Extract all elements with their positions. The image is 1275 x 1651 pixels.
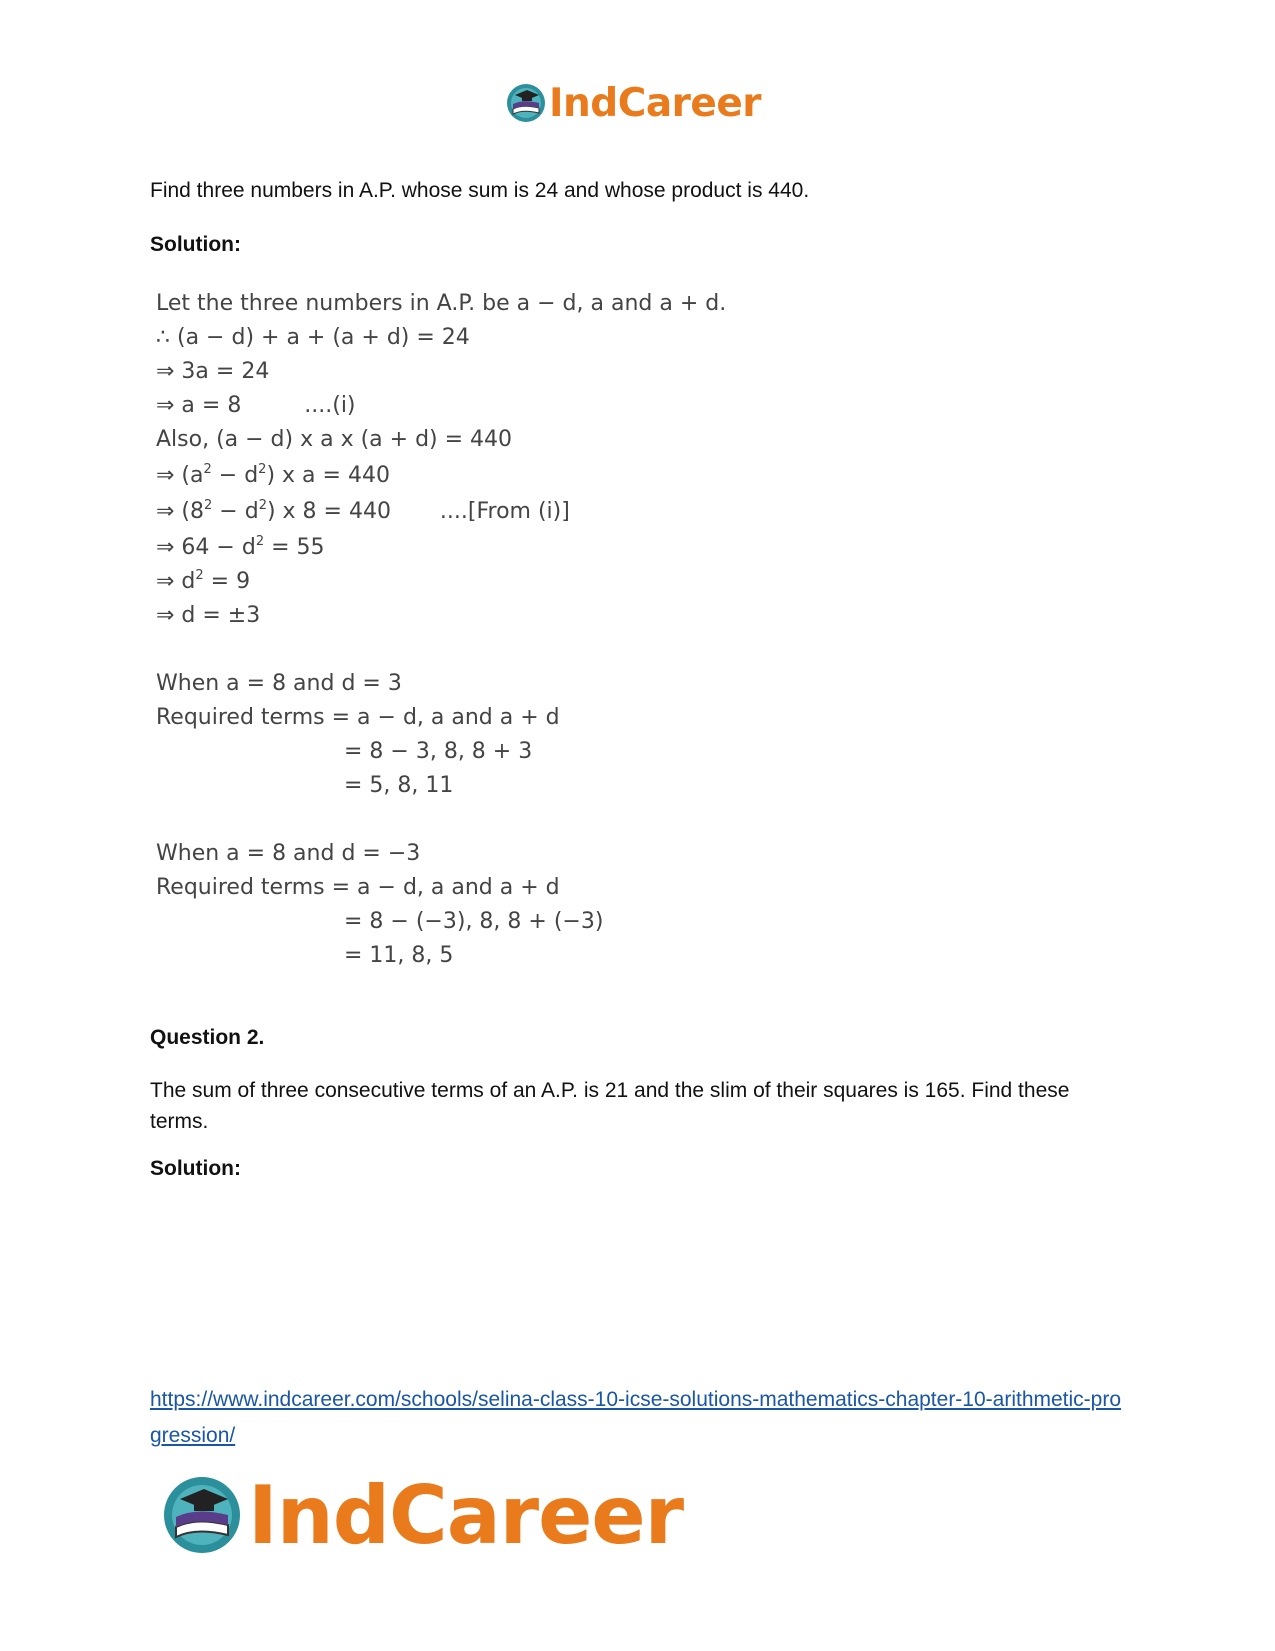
work-line: Let the three numbers in A.P. be a − d, a and a + d. (156, 291, 727, 316)
logo-text: IndCareer (248, 1468, 684, 1562)
solution-1-label: Solution: (150, 233, 241, 256)
question-1-text: Find three numbers in A.P. whose sum is 24 and whose product is 440. (150, 179, 810, 202)
case-line: = 11, 8, 5 (344, 943, 454, 968)
work-line: ∴ (a − d) + a + (a + d) = 24 (156, 325, 470, 350)
solution-2-label: Solution: (150, 1157, 241, 1180)
indcareer-logo-header (505, 80, 761, 126)
work-line: Also, (a − d) x a x (a + d) = 440 (156, 427, 513, 452)
work-line: ⇒ $d^2 = 9$ (156, 568, 251, 594)
case-line: = 8 − 3, 8, 8 + 3 (344, 739, 533, 764)
question-2-heading: Question 2. (150, 1026, 265, 1049)
case-line: When a = 8 and d = 3 (156, 671, 402, 696)
graduation-book-icon (160, 1473, 244, 1557)
work-line: ⇒ $64 - d^2 = 55$ (156, 534, 325, 560)
work-line: ⇒ d = ±3 (156, 603, 261, 628)
work-line: ⇒ a = 8 ....(i) (156, 393, 356, 418)
graduation-book-icon (505, 82, 547, 124)
work-line: ⇒ $(8^2 - d^2)$ x 8 = 440 ....[From (i)] (156, 498, 570, 524)
logo-text: IndCareer (549, 80, 761, 126)
work-line: ⇒ $(a^2 - d^2)$ x a = 440 (156, 462, 390, 488)
question-2-text: The sum of three consecutive terms of an A.P. is 21 and the slim of their squares is 165. Find these terms. (150, 1079, 1070, 1133)
case-line: When a = 8 and d = −3 (156, 841, 421, 866)
work-line: ⇒ 3a = 24 (156, 359, 270, 384)
case-line: = 5, 8, 11 (344, 773, 454, 798)
case-line: Required terms = a − d, a and a + d (156, 875, 560, 900)
source-link[interactable]: https://www.indcareer.com/schools/selina-class-10-icse-solutions-mathematics-chapter-10-arithmetic-progression/ (150, 1388, 1122, 1447)
case-line: = 8 − (−3), 8, 8 + (−3) (344, 909, 604, 934)
case-line: Required terms = a − d, a and a + d (156, 705, 560, 730)
indcareer-logo-footer (160, 1470, 683, 1560)
